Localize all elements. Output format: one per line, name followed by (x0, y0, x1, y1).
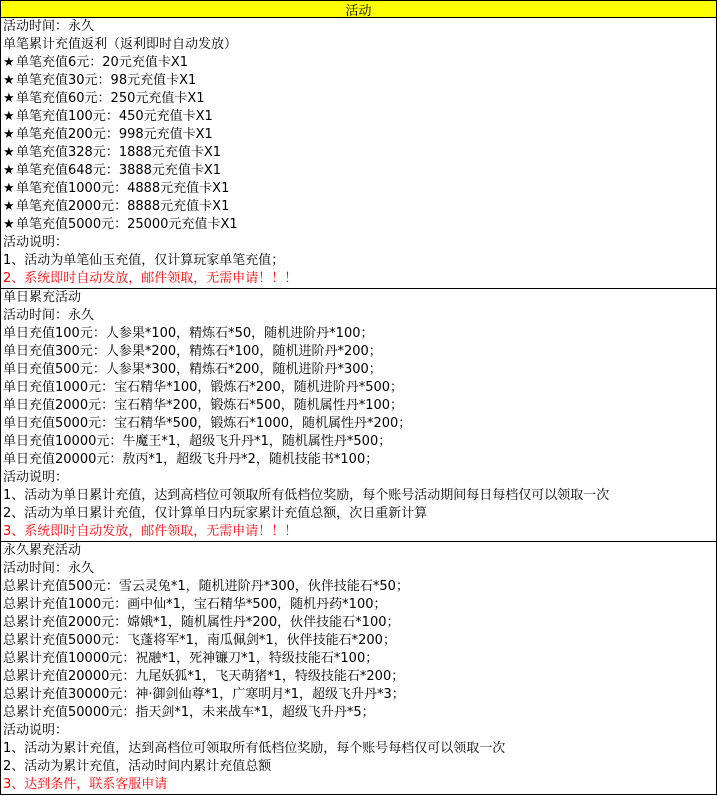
text-line (1, 758, 716, 776)
line-text: 总累计充值1000元：画中仙*1，宝石精华*500，随机丹药*100； (3, 597, 387, 612)
single-recharge-section (1, 18, 716, 289)
text-line (1, 108, 716, 126)
text-line (1, 325, 716, 343)
line-text: 总累计充值50000元：指天剑*1，未来战车*1，超级飞升丹*5； (3, 705, 375, 720)
text-line (1, 216, 716, 234)
line-text: 永久累充活动 (3, 543, 82, 558)
permanent-recharge-section (1, 542, 716, 795)
text-line (1, 632, 716, 650)
text-line (1, 578, 716, 596)
star-icon: ★ (3, 127, 15, 142)
line-text: 活动说明： (3, 723, 69, 738)
line-text: 2、活动为单日累计充值，仅计算单日内玩家累计充值总额，次日重新计算 (3, 506, 428, 521)
line-text: 单笔充值100元：450元充值卡X1 (16, 109, 213, 124)
line-text: 总累计充值30000元：神·御剑仙尊*1，广寒明月*1，超级飞升丹*3； (3, 687, 405, 702)
line-text: 单日充值300元：人参果*200，精炼石*100，随机进阶丹*200； (3, 344, 382, 359)
line-text: 1、活动为单笔仙玉充值，仅计算玩家单笔充值； (3, 253, 285, 268)
star-icon: ★ (3, 217, 15, 232)
line-text: 1、活动为累计充值，达到高档位可领取所有低档位奖励，每个账号每档仅可以领取一次 (3, 741, 506, 756)
line-text: 总累计充值10000元：祝融*1，死神镰刀*1，特级技能石*100； (3, 651, 379, 666)
star-icon: ★ (3, 181, 15, 196)
sections-container (1, 18, 716, 795)
text-line (1, 397, 716, 415)
line-text: 活动时间：永久 (3, 561, 95, 576)
line-text: 1、活动为单日累计充值，达到高档位可领取所有低档位奖励，每个账号活动期间每日每档仅可以领取一次 (3, 488, 610, 503)
text-line (1, 487, 716, 505)
notice-line (1, 270, 716, 288)
line-text: 单笔充值1000元：4888元充值卡X1 (16, 181, 230, 196)
text-line (1, 198, 716, 216)
text-line (1, 596, 716, 614)
star-icon: ★ (3, 73, 15, 88)
text-line (1, 740, 716, 758)
text-line (1, 614, 716, 632)
line-text: 2、系统即时自动发放，邮件领取，无需申请！！！ (3, 271, 298, 286)
line-text: 单日充值1000元：宝石精华*100，锻炼石*200，随机进阶丹*500； (3, 380, 404, 395)
line-text: 单笔充值5000元：25000元充值卡X1 (16, 217, 238, 232)
line-text: 活动时间：永久 (3, 19, 95, 34)
text-line (1, 560, 716, 578)
text-line (1, 126, 716, 144)
text-line (1, 542, 716, 560)
star-icon: ★ (3, 145, 15, 160)
star-icon: ★ (3, 91, 15, 106)
line-text: 单日充值500元：人参果*300，精炼石*200，随机进阶丹*300； (3, 362, 382, 377)
text-line (1, 469, 716, 487)
line-text: 单日累充活动 (3, 290, 82, 305)
text-line (1, 433, 716, 451)
line-text: 单日充值100元：人参果*100，精炼石*50，随机进阶丹*100； (3, 326, 374, 341)
text-line (1, 505, 716, 523)
line-text: 单笔充值648元：3888元充值卡X1 (16, 163, 222, 178)
line-text: 总累计充值20000元：九尾妖狐*1，飞天萌猪*1，特级技能石*200； (3, 669, 405, 684)
text-line (1, 90, 716, 108)
line-text: 活动时间：永久 (3, 308, 95, 323)
notice-line (1, 776, 716, 794)
star-icon: ★ (3, 199, 15, 214)
line-text: 单笔充值200元：998元充值卡X1 (16, 127, 213, 142)
star-icon: ★ (3, 109, 15, 124)
text-line (1, 704, 716, 722)
line-text: 总累计充值5000元：飞蓬将军*1，南瓜佩剑*1，伙伴技能石*200； (3, 633, 396, 648)
text-line (1, 343, 716, 361)
line-text: 3、系统即时自动发放，邮件领取，无需申请！！！ (3, 524, 298, 539)
header-title: 活动 (345, 3, 372, 19)
text-line (1, 722, 716, 740)
text-line (1, 451, 716, 469)
text-line (1, 180, 716, 198)
text-line (1, 289, 716, 307)
line-text: 总累计充值2000元：嫦娥*1，随机属性丹*200，伙伴技能石*100； (3, 615, 400, 630)
line-text: 总累计充值500元：雪云灵兔*1，随机进阶丹*300，伙伴技能石*50； (3, 579, 409, 594)
text-line (1, 650, 716, 668)
text-line (1, 379, 716, 397)
star-icon: ★ (3, 55, 15, 70)
line-text: 单笔充值2000元：8888元充值卡X1 (16, 199, 230, 214)
line-text: 单笔充值60元：250元充值卡X1 (16, 91, 205, 106)
text-line (1, 415, 716, 433)
text-line (1, 18, 716, 36)
text-line (1, 36, 716, 54)
line-text: 活动说明： (3, 235, 69, 250)
text-line (1, 72, 716, 90)
line-text: 单日充值10000元：牛魔王*1，超级飞升丹*1，随机属性丹*500； (3, 434, 392, 449)
line-text: 单日充值2000元：宝石精华*200，锻炼石*500，随机属性丹*100； (3, 398, 404, 413)
text-line (1, 252, 716, 270)
text-line (1, 54, 716, 72)
line-text: 单日充值5000元：宝石精华*500，锻炼石*1000，随机属性丹*200； (3, 416, 412, 431)
line-text: 单笔充值6元：20元充值卡X1 (16, 55, 188, 70)
text-line (1, 144, 716, 162)
notice-line (1, 523, 716, 541)
text-line (1, 668, 716, 686)
line-text: 3、达到条件，联系客服申请 (3, 777, 168, 792)
line-text: 活动说明： (3, 470, 69, 485)
text-line (1, 307, 716, 325)
line-text: 单笔充值30元：98元充值卡X1 (16, 73, 197, 88)
line-text: 单笔累计充值返利（返利即时自动发放） (3, 37, 238, 52)
star-icon: ★ (3, 163, 15, 178)
line-text: 单日充值20000元：敖丙*1，超级飞升丹*2，随机技能书*100； (3, 452, 379, 467)
daily-recharge-section (1, 289, 716, 542)
activity-header (1, 0, 716, 18)
line-text: 2、活动为累计充值，活动时间内累计充值总额 (3, 759, 272, 774)
text-line (1, 361, 716, 379)
text-line (1, 162, 716, 180)
text-line (1, 686, 716, 704)
text-line (1, 234, 716, 252)
line-text: 单笔充值328元：1888元充值卡X1 (16, 145, 222, 160)
